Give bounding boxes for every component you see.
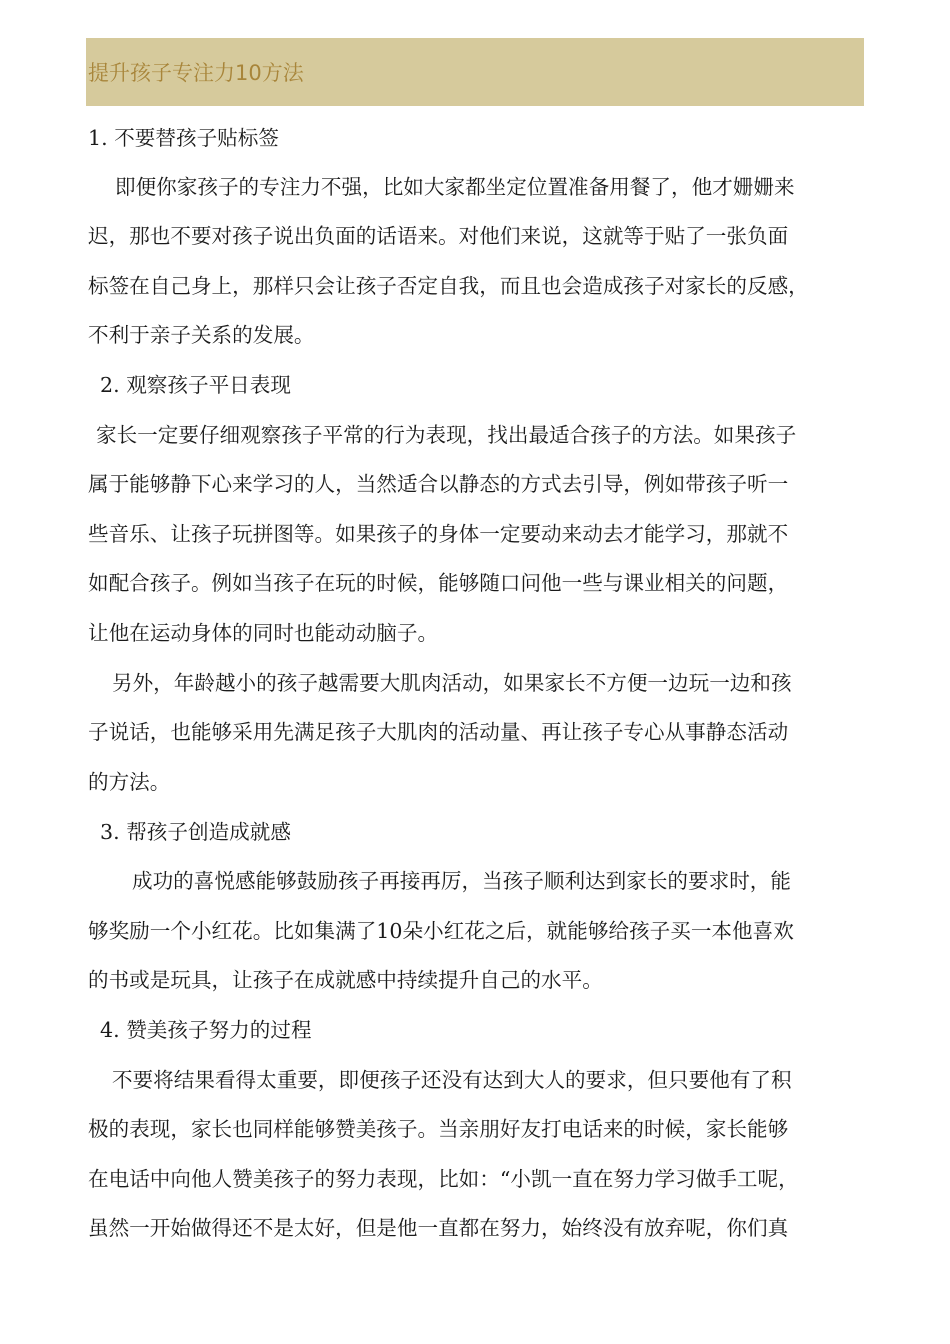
- paragraph-line: 在电话中向他人赞美孩子的努力表现，比如：“小凯一直在努力学习做手工呢，: [88, 1167, 799, 1191]
- paragraph-line: 够奖励一个小红花。比如集满了10朵小红花之后，就能够给孩子买一本他喜欢: [88, 919, 794, 943]
- paragraph-line: 不利于亲子关系的发展。: [88, 323, 315, 347]
- heading-4: 4. 赞美孩子努力的过程: [100, 1018, 312, 1042]
- paragraph-line: 即便你家孩子的专注力不强，比如大家都坐定位置准备用餐了，他才姗姗来: [115, 175, 795, 199]
- heading-2: 2. 观察孩子平日表现: [100, 373, 291, 397]
- paragraph-line: 虽然一开始做得还不是太好，但是他一直都在努力，始终没有放弃呢，你们真: [88, 1216, 789, 1240]
- document-title: 提升孩子专注力10方法: [88, 61, 304, 85]
- paragraph-line: 另外，年龄越小的孩子越需要大肌肉活动，如果家长不方便一边玩一边和孩: [112, 671, 792, 695]
- paragraph-line: 标签在自己身上，那样只会让孩子否定自我，而且也会造成孩子对家长的反感，: [88, 274, 809, 298]
- paragraph-line: 家长一定要仔细观察孩子平常的行为表现，找出最适合孩子的方法。如果孩子: [96, 423, 797, 447]
- paragraph-line: 些音乐、让孩子玩拼图等。如果孩子的身体一定要动来动去才能学习，那就不: [88, 522, 789, 546]
- paragraph-line: 不要将结果看得太重要，即便孩子还没有达到大人的要求，但只要他有了积: [112, 1068, 792, 1092]
- paragraph-line: 成功的喜悦感能够鼓励孩子再接再厉，当孩子顺利达到家长的要求时，能: [132, 869, 791, 893]
- paragraph-line: 属于能够静下心来学习的人，当然适合以静态的方式去引导，例如带孩子听一: [88, 472, 789, 496]
- paragraph-line: 子说话，也能够采用先满足孩子大肌肉的活动量、再让孩子专心从事静态活动: [88, 720, 789, 744]
- paragraph-line: 如配合孩子。例如当孩子在玩的时候，能够随口问他一些与课业相关的问题，: [88, 571, 789, 595]
- paragraph-line: 迟，那也不要对孩子说出负面的话语来。对他们来说，这就等于贴了一张负面: [88, 224, 789, 248]
- title-banner: [86, 38, 864, 106]
- paragraph-line: 的方法。: [88, 770, 171, 794]
- paragraph-line: 的书或是玩具，让孩子在成就感中持续提升自己的水平。: [88, 968, 603, 992]
- paragraph-line: 极的表现，家长也同样能够赞美孩子。当亲朋好友打电话来的时候，家长能够: [88, 1117, 789, 1141]
- heading-1: 1. 不要替孩子贴标签: [88, 126, 279, 150]
- paragraph-line: 让他在运动身体的同时也能动动脑子。: [88, 621, 439, 645]
- heading-3: 3. 帮孩子创造成就感: [100, 820, 291, 844]
